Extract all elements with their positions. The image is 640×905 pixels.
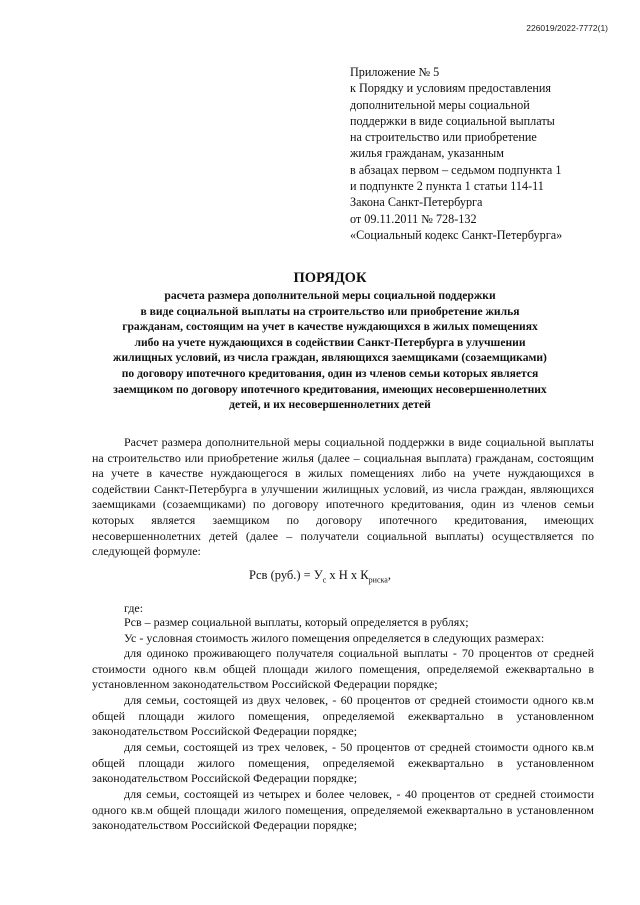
- appendix-line: поддержки в виде социальной выплаты: [350, 113, 555, 128]
- formula: [0, 568, 640, 585]
- formula-end: ,: [387, 568, 391, 582]
- definition-rsv: Рсв – размер социальной выплаты, который определяется в рублях;: [124, 615, 469, 629]
- list-item: для семьи, состоящей из четырех и более человек, - 40 процентов от средней стоимости одного кв.м общей площади жилого помещения, определяемой ежеквартально в установленном законодательством Российской Федерации порядке;: [92, 787, 594, 833]
- appendix-line: на строительство или приобретение: [350, 130, 537, 145]
- list-item: для семьи, состоящей из трех человек, - 50 процентов от средней стоимости одного кв.м общей площади жилого помещения, определяемой ежеквартально в установленном законодательством Российской Федерации порядке;: [92, 740, 594, 786]
- subtitle-line: заемщиком по договору ипотечного кредитования, имеющих несовершеннолетних: [113, 382, 547, 396]
- formula-sub-risk: риска: [368, 575, 388, 585]
- definition-us: Ус - условная стоимость жилого помещения определяется в следующих размерах:: [124, 631, 545, 645]
- subtitle-line: жилищных условий, из числа граждан, являющихся заемщиками (созаемщиками): [113, 351, 547, 365]
- appendix-line: и подпункте 2 пункта 1 статьи 114-11: [350, 179, 544, 194]
- appendix-line: в абзацах первом – седьмом подпункта 1: [350, 162, 562, 177]
- subtitle-line: расчета размера дополнительной меры социальной поддержки: [164, 289, 496, 302]
- appendix-line: «Социальный кодекс Санкт-Петербурга»: [350, 227, 563, 242]
- list-item: для одиноко проживающего получателя социальной выплаты - 70 процентов от средней стоимости одного кв.м общей площади жилого помещения, определяемой ежеквартально в установленном законодательством Российской Федерации порядке;: [92, 646, 594, 692]
- document-number: 226019/2022-7772(1): [526, 23, 608, 33]
- subtitle-line: в виде социальной выплаты на строительство или приобретение жилья: [140, 304, 520, 318]
- appendix-line: к Порядку и условиям предоставления: [350, 81, 552, 96]
- subtitle-line: либо на учете нуждающихся в содействии Санкт-Петербурга в улучшении: [134, 335, 526, 349]
- appendix-line: Закона Санкт-Петербурга: [350, 195, 483, 210]
- formula-left: Рсв (руб.) = У: [249, 568, 323, 582]
- appendix-block: [350, 64, 620, 243]
- subtitle-line: детей, и их несовершеннолетних детей: [229, 398, 431, 412]
- intro-paragraph: Расчет размера дополнительной меры социальной поддержки в виде социальной выплаты на строительство или приобретение жилья (далее – социальная выплата) гражданам, состоящим на учете в качестве нуждающегося в жилых помещениях либо на учете нуждающихся в содействии Санкт-Петербурга в улучшении жилищных условий, из числа граждан, являющихся заемщиками (созаемщиками) по договору ипотечного кредитования, один из членов семьи которых является заемщиком по договору ипотечного кредитования, имеющих несовершеннолетних детей (далее – получатели социальной выплаты) осуществляется по следующей формуле:: [92, 435, 594, 559]
- formula-sub-c: с: [322, 575, 327, 585]
- appendix-line: Приложение № 5: [350, 65, 440, 79]
- subtitle-line: по договору ипотечного кредитования, один из членов семьи которых является: [121, 366, 539, 380]
- document-subtitle: [70, 288, 590, 413]
- appendix-line: дополнительной меры социальной: [350, 97, 530, 112]
- where-label: где:: [124, 601, 144, 615]
- list-item: для семьи, состоящей из двух человек, - 60 процентов от средней стоимости одного кв.м общей площади жилого помещения, определяемой ежеквартально в установленном законодательством Российской Федерации порядке;: [92, 693, 594, 739]
- appendix-line: от 09.11.2011 № 728-132: [350, 211, 477, 226]
- document-title: ПОРЯДОК: [293, 270, 367, 286]
- subtitle-line: гражданам, состоящим на учет в качестве нуждающихся в жилых помещениях: [122, 320, 538, 334]
- appendix-line: жилья гражданам, указанным: [350, 146, 504, 161]
- formula-middle: х Н х К: [326, 568, 369, 582]
